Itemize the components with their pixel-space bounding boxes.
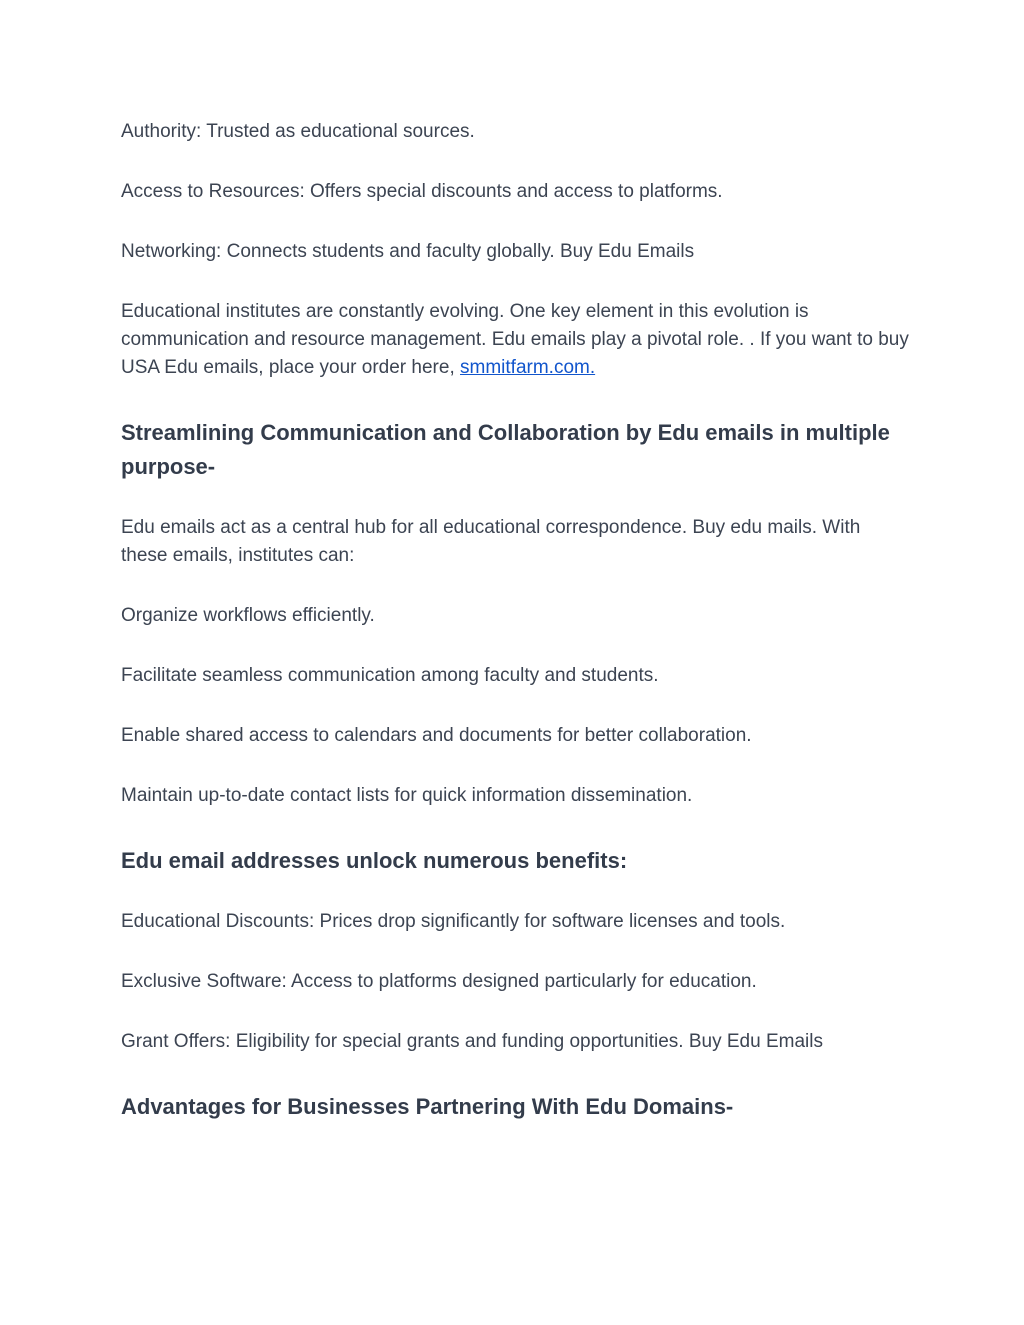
paragraph-educational-discounts: Educational Discounts: Prices drop significantly for software licenses and tools. <box>121 911 786 932</box>
paragraph-educational-institutes <box>121 298 911 382</box>
smmitfarm-link[interactable]: smmitfarm.com. <box>460 357 596 378</box>
paragraph-central-hub: Edu emails act as a central hub for all educational correspondence. Buy edu mails. With these emails, institutes can: <box>121 517 861 566</box>
paragraph-organize-workflows: Organize workflows efficiently. <box>121 605 375 626</box>
paragraph-contact-lists: Maintain up-to-date contact lists for quick information dissemination. <box>121 785 693 806</box>
paragraph-authority: Authority: Trusted as educational sources. <box>121 121 475 142</box>
paragraph-networking: Networking: Connects students and faculty globally. Buy Edu Emails <box>121 241 695 262</box>
paragraph-exclusive-software: Exclusive Software: Access to platforms designed particularly for education. <box>121 971 757 992</box>
paragraph-access-to-resources: Access to Resources: Offers special discounts and access to platforms. <box>121 181 723 202</box>
heading-streamlining-communication: Streamlining Communication and Collaboration by Edu emails in multiple purpose- <box>121 420 890 479</box>
paragraph-grant-offers: Grant Offers: Eligibility for special grants and funding opportunities. Buy Edu Emails <box>121 1031 823 1052</box>
heading-numerous-benefits: Edu email addresses unlock numerous benefits: <box>121 848 628 873</box>
document-page <box>121 118 911 1124</box>
heading-business-advantages: Advantages for Businesses Partnering With Edu Domains- <box>121 1094 734 1119</box>
paragraph-shared-access: Enable shared access to calendars and documents for better collaboration. <box>121 725 752 746</box>
paragraph-educational-institutes-text: Educational institutes are constantly evolving. One key element in this evolution is communication and resource management. Edu emails play a pivotal role. . If you want to buy USA Edu emails, place your order here, <box>121 301 909 378</box>
paragraph-seamless-communication: Facilitate seamless communication among faculty and students. <box>121 665 659 686</box>
